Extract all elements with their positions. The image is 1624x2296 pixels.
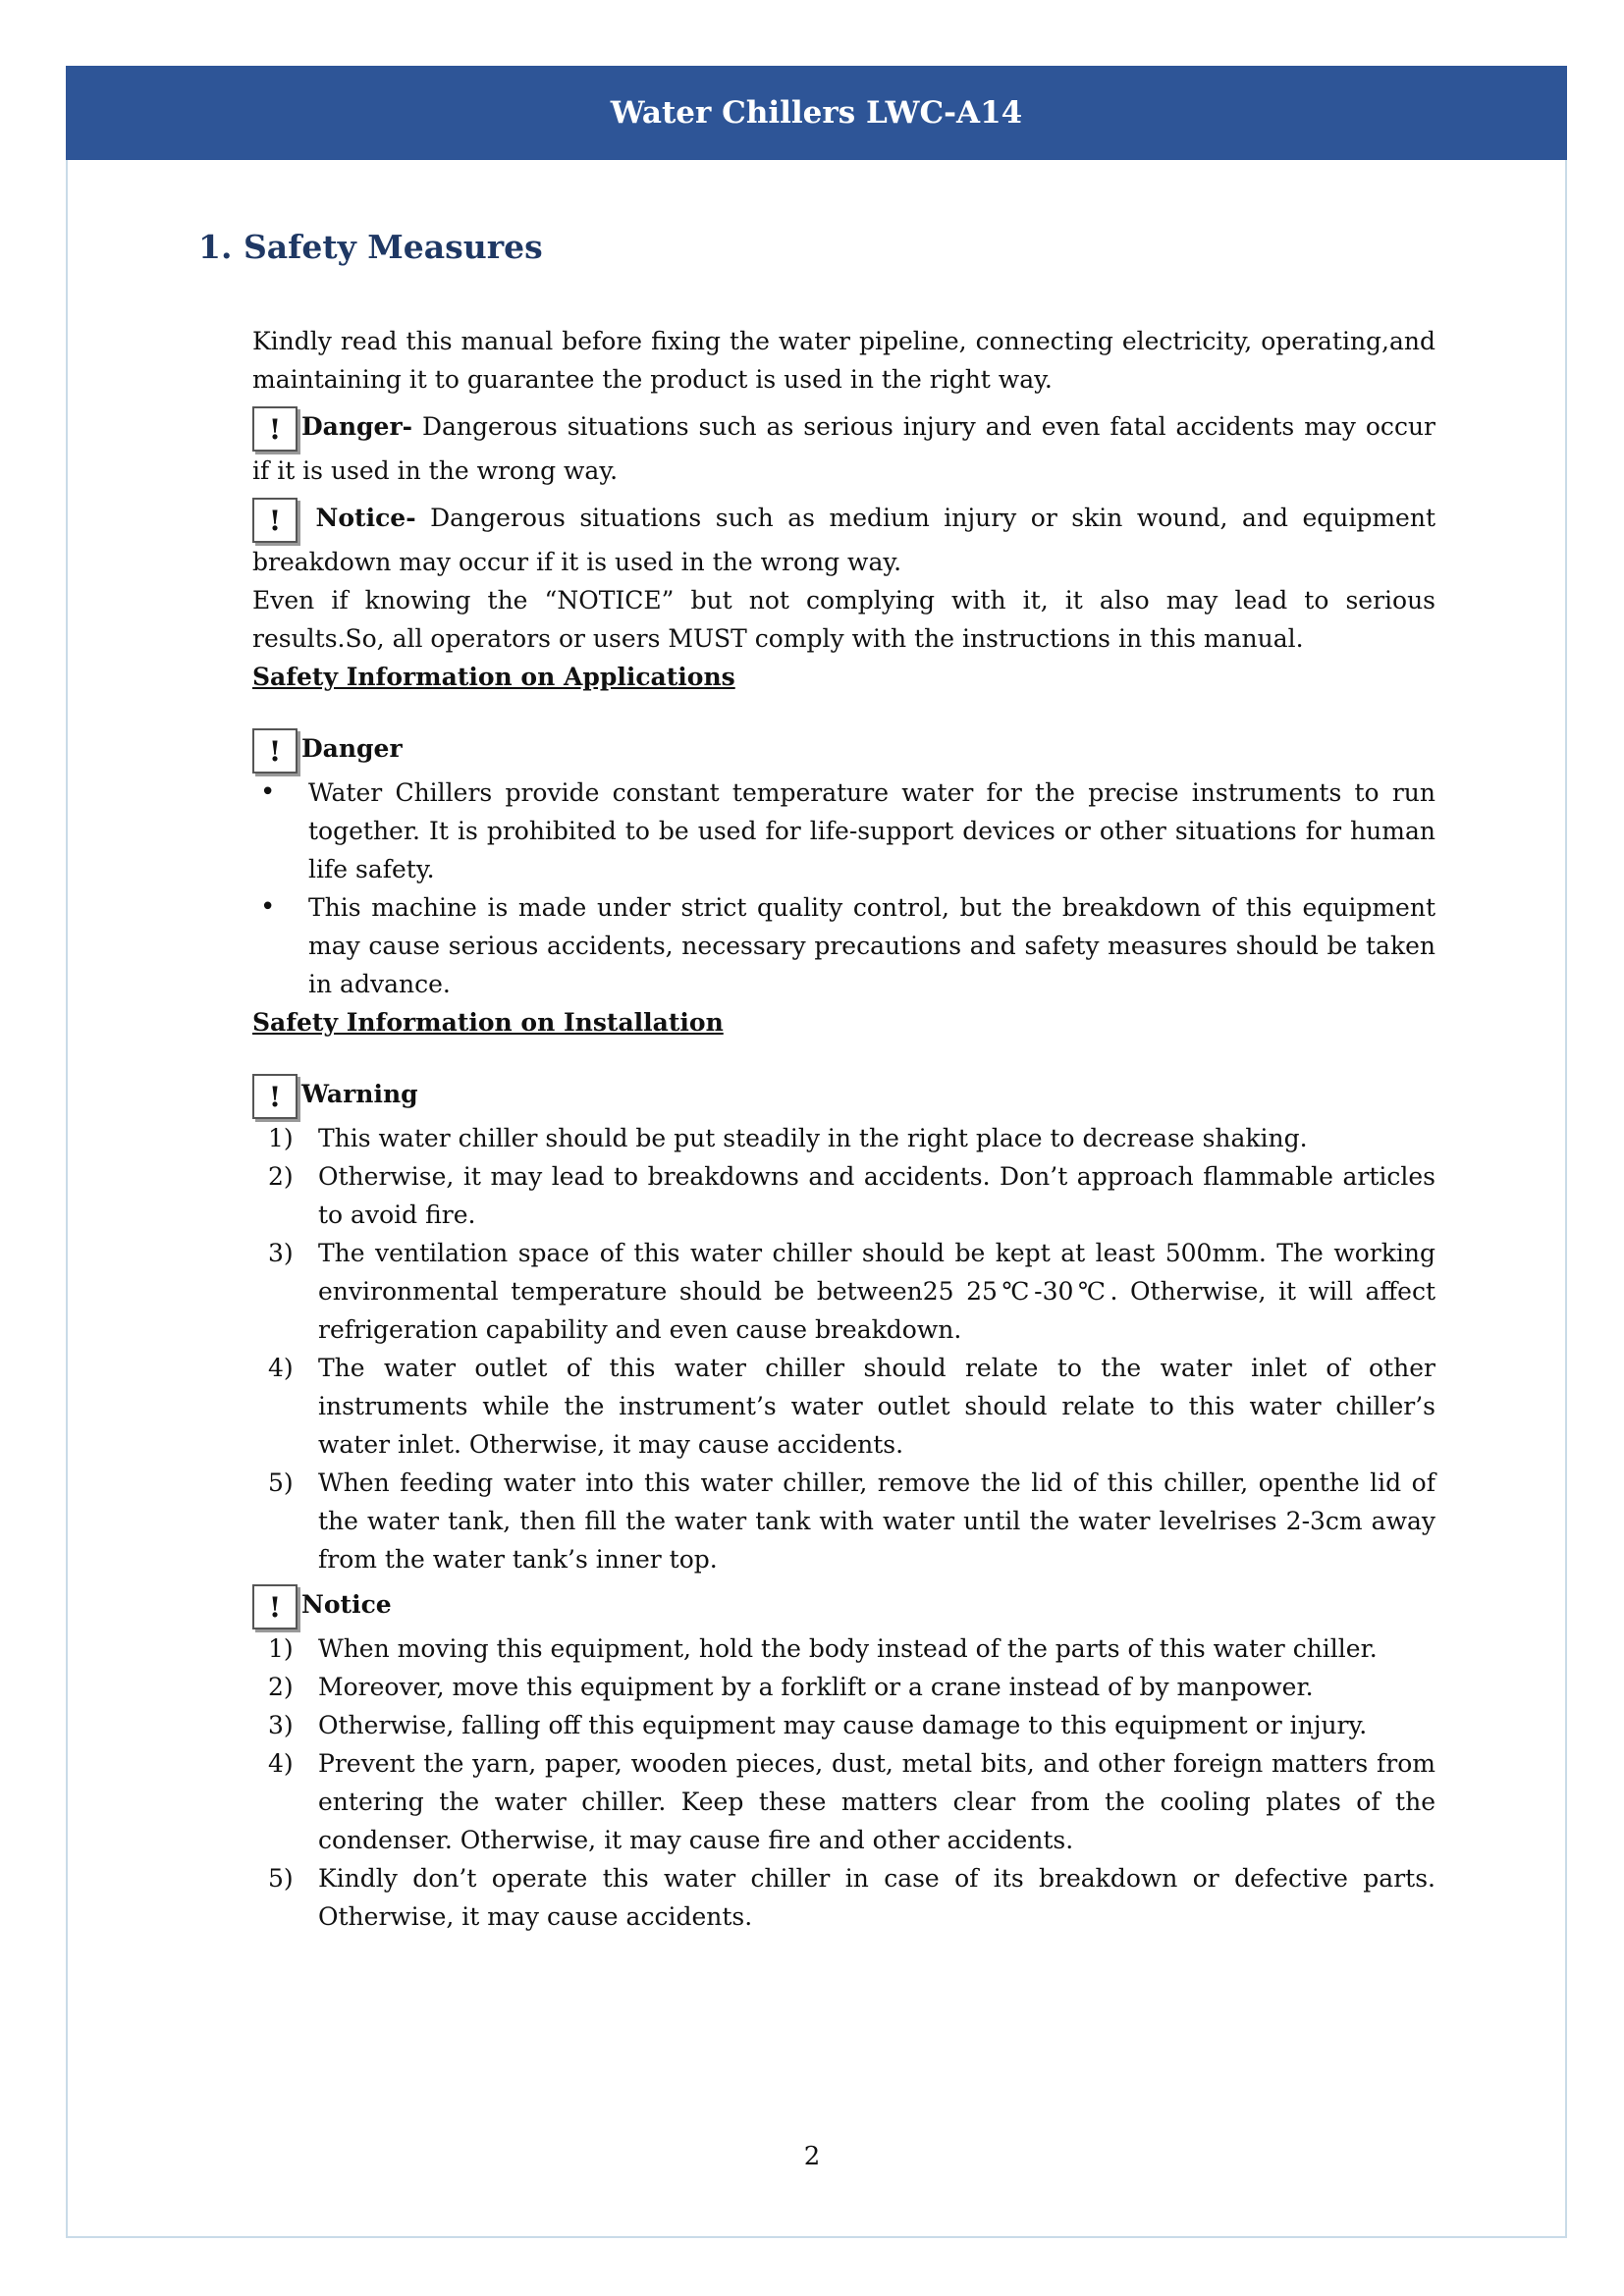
exclamation-icon: !: [252, 728, 298, 774]
list-item: 5) When feeding water into this water chiller, remove the lid of this chiller, openthe lid of the water tank, then fill the water tank with water until the water levelrises 2-3cm away from the water tank’s inner top.: [268, 1468, 1435, 1574]
section-title: 1. Safety Measures: [198, 228, 543, 266]
list-item: 4) Prevent the yarn, paper, wooden pieces, dust, metal bits, and other foreign matters from entering the water chiller. Keep these matters clear from the cooling plates of the condenser. Otherwise, it may cause fire and other accidents.: [268, 1749, 1435, 1854]
exclamation-icon: !: [252, 498, 298, 543]
header-bar: [66, 66, 1567, 160]
danger-definition: [252, 406, 1435, 490]
notice-label: Notice-: [315, 504, 416, 532]
installation-notice-label: ! Notice: [252, 1584, 1435, 1629]
danger-label: Danger-: [301, 412, 412, 441]
list-item: 1) When moving this equipment, hold the body instead of the parts of this water chiller.: [268, 1634, 1378, 1663]
content-body: [252, 322, 1435, 1936]
list-item: 1) This water chiller should be put steadily in the right place to decrease shaking.: [268, 1124, 1308, 1152]
intro-paragraph: Kindly read this manual before fixing the water pipeline, connecting electricity, operating,and maintaining it to guarantee the product is used in the right way.: [252, 327, 1435, 394]
list-item: 2) Moreover, move this equipment by a forklift or a crane instead of by manpower.: [268, 1673, 1314, 1701]
list-item: 3) The ventilation space of this water chiller should be kept at least 500mm. The working environmental temperature should be between25 25℃-30℃. Otherwise, it will affect refrigeration capability and even cause breakdown.: [268, 1239, 1435, 1344]
compliance-paragraph: Even if knowing the “NOTICE” but not complying with it, it also may lead to serious results.So, all operators or users MUST comply with the instructions in this manual.: [252, 586, 1435, 653]
warning-list: [252, 1119, 1435, 1578]
notice-definition: [252, 498, 1435, 581]
danger-text: Dangerous situations such as serious injury and even fatal accidents may occur if it is used in the wrong way.: [252, 412, 1435, 485]
document-title: Water Chillers LWC-A14: [610, 95, 1023, 131]
notice-text: Dangerous situations such as medium injury or skin wound, and equipment breakdown may occur if it is used in the wrong way.: [252, 504, 1435, 576]
list-item: • This machine is made under strict quality control, but the breakdown of this equipment may cause serious accidents, necessary precautions and safety measures should be taken in advance.: [252, 888, 1435, 1003]
installation-warning-label: ! Warning: [252, 1074, 1435, 1119]
list-item: 4) The water outlet of this water chiller should relate to the water inlet of other instruments while the instrument’s water outlet should relate to this water chiller’s water inlet. Otherwise, it may cause accidents.: [268, 1354, 1435, 1459]
applications-list: [252, 774, 1435, 1003]
notice-list: [252, 1629, 1435, 1936]
list-item: 3) Otherwise, falling off this equipment may cause damage to this equipment or injury.: [268, 1711, 1368, 1739]
list-item: 5) Kindly don’t operate this water chiller in case of its breakdown or defective parts. Otherwise, it may cause accidents.: [268, 1864, 1435, 1931]
exclamation-icon: !: [252, 1074, 298, 1119]
applications-heading: Safety Information on Applications: [252, 663, 735, 691]
page-number: 2: [803, 2142, 821, 2171]
list-item: • Water Chillers provide constant temperature water for the precise instruments to run together. It is prohibited to be used for life-support devices or other situations for human life safety.: [252, 774, 1435, 888]
applications-danger-label: ! Danger: [252, 728, 1435, 774]
exclamation-icon: !: [252, 406, 298, 452]
exclamation-icon: !: [252, 1584, 298, 1629]
list-item: 2) Otherwise, it may lead to breakdowns and accidents. Don’t approach flammable articles to avoid fire.: [268, 1162, 1435, 1229]
installation-heading: Safety Information on Installation: [252, 1008, 724, 1037]
